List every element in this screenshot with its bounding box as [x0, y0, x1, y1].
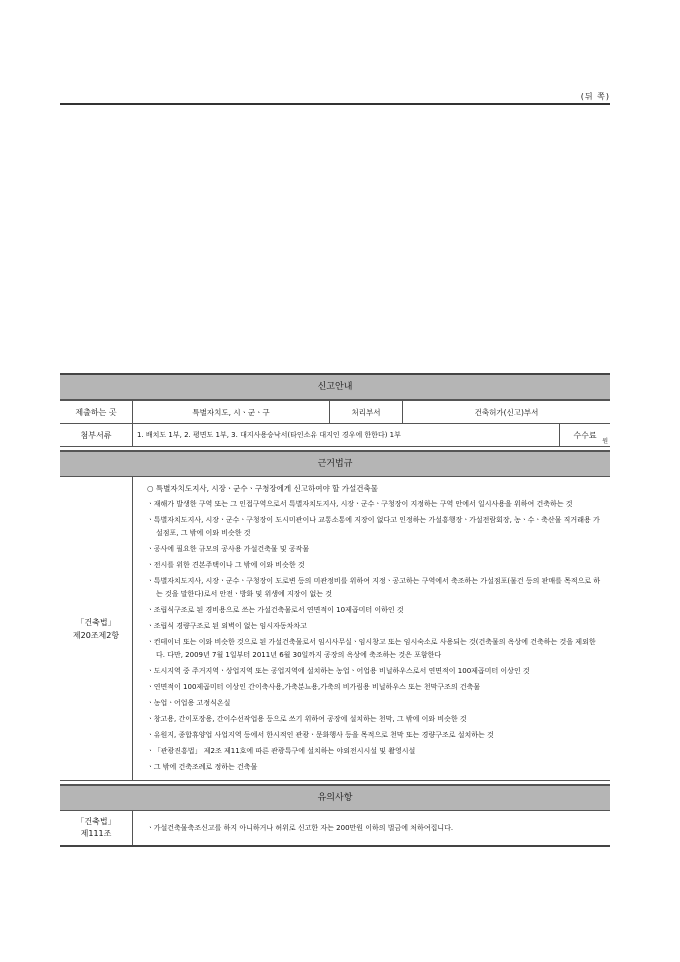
dept-value: 건축허가(신고)부서 [403, 401, 611, 424]
law-item: ㆍ그 밖에 건축조례로 정하는 건축물 [147, 763, 258, 771]
attachment-label: 첨부서류 [60, 424, 133, 447]
law-item: ㆍ공사에 필요한 규모의 공사용 가설건축물 및 공작물 [147, 545, 310, 553]
notice-ref-article: 제111조 [80, 829, 112, 838]
dept-label: 처리부서 [330, 401, 403, 424]
law-item: ㆍ농업ㆍ어업용 고정식온실 [147, 699, 231, 707]
law-item: ㆍ조립식 경량구조로 된 외벽이 없는 임시자동차차고 [147, 622, 307, 630]
law-item: ㆍ전시를 위한 견본주택이나 그 밖에 이와 비슷한 것 [147, 561, 305, 569]
law-item: ㆍ「관광진흥법」 제2조 제11호에 따른 관광특구에 설치하는 야외전시시설 및 촬영시설 [147, 747, 416, 755]
law-item: ㆍ유원지, 종합휴양업 사업지역 등에서 한시적인 관광ㆍ문화행사 등을 목적으로 천막 또는 경량구조로 설치하는 것 [147, 731, 494, 739]
law-item: ㆍ조립식구조로 된 경비용으로 쓰는 가설건축물로서 연면적이 10제곱미터 이하인 것 [147, 606, 404, 614]
fee-label: 수수료 [573, 430, 597, 440]
notice-text: ㆍ가설건축물축조신고를 하지 아니하거나 허위로 신고한 자는 200만원 이하의 벌금에 처하여집니다. [147, 824, 454, 832]
law-reference [60, 477, 133, 780]
law-ref-article: 제20조제2항 [72, 630, 120, 640]
notice-row [60, 811, 610, 847]
notice-ref-name: 「건축법」 [76, 817, 116, 826]
fee-cell [560, 424, 611, 447]
submit-row [60, 401, 610, 424]
notice-reference [60, 811, 133, 845]
law-item: ㆍ특별자치도지사, 시장ㆍ군수ㆍ구청장이 도로변 등의 미관정비를 위하여 지정ㆍ공고하는 구역에서 축조하는 가설점포(물건 등의 판매를 목적으로 하는 것을 말한다)로서 안전ㆍ방화 및 위생에 지장이 없는 것 [147, 577, 601, 598]
submit-to-value: 특별자치도, 시ㆍ군ㆍ구 [133, 401, 330, 424]
guide-section-title: 신고안내 [60, 373, 610, 400]
law-item: ㆍ창고용, 간이포장용, 간이수선작업용 등으로 쓰기 위하여 공장에 설치하는 천막, 그 밖에 이와 비슷한 것 [147, 715, 467, 723]
header-divider [60, 103, 610, 105]
law-item: ㆍ연면적이 100제곱미터 이상인 간이축사용,가축분뇨용,가축의 비가림용 비닐하우스 또는 천막구조의 건축물 [147, 683, 481, 691]
law-item: ㆍ특별자치도지사, 시장ㆍ군수ㆍ구청장이 도시미관이나 교통소통에 지장이 없다고 인정하는 가설흥행장ㆍ가설전람회장, 농ㆍ수ㆍ축산물 직거래용 가설점포, 그 밖에 이와 비슷한 것 [147, 516, 600, 537]
submit-to-label: 제출하는 곳 [60, 401, 133, 424]
notice-section-title: 유의사항 [60, 785, 610, 811]
law-item: ㆍ재해가 발생한 구역 또는 그 인접구역으로서 특별자치도지사, 시장ㆍ군수ㆍ구청장이 지정하는 구역 안에서 일시사용을 위하여 건축하는 것 [147, 500, 573, 508]
law-heading: ○ 특별자치도지사, 시장ㆍ군수ㆍ구청장에게 신고하여야 할 가설건축물 [147, 484, 378, 493]
law-item: ㆍ컨테이너 또는 이와 비슷한 것으로 된 가설건축물로서 임시사무실ㆍ임시창고 또는 임시숙소로 사용되는 것(건축물의 옥상에 건축하는 것을 제외한다. 다만, 2009년 7월 1일부터 2011년 6월 30일까지 공장의 옥상에 축조하는 것은 포함한다 [147, 638, 596, 659]
report-guide-form [60, 373, 610, 847]
fee-unit: 원 [602, 438, 608, 445]
law-ref-name: 「건축법」 [76, 617, 116, 627]
law-row [60, 477, 610, 781]
form-page-label: (뒤 쪽) [580, 92, 610, 101]
law-content [133, 477, 610, 780]
attachment-row [60, 424, 610, 447]
attachment-value: 1. 배치도 1부, 2. 평면도 1부, 3. 대지사용승낙서(타인소유 대지인 경우에 한한다) 1부 [133, 424, 560, 447]
guide-table [60, 400, 610, 447]
law-section-title: 근거법규 [60, 451, 610, 477]
law-item: ㆍ도시지역 중 주거지역ㆍ상업지역 또는 공업지역에 설치하는 농업ㆍ어업용 비닐하우스로서 연면적이 100제곱미터 이상인 것 [147, 667, 530, 675]
